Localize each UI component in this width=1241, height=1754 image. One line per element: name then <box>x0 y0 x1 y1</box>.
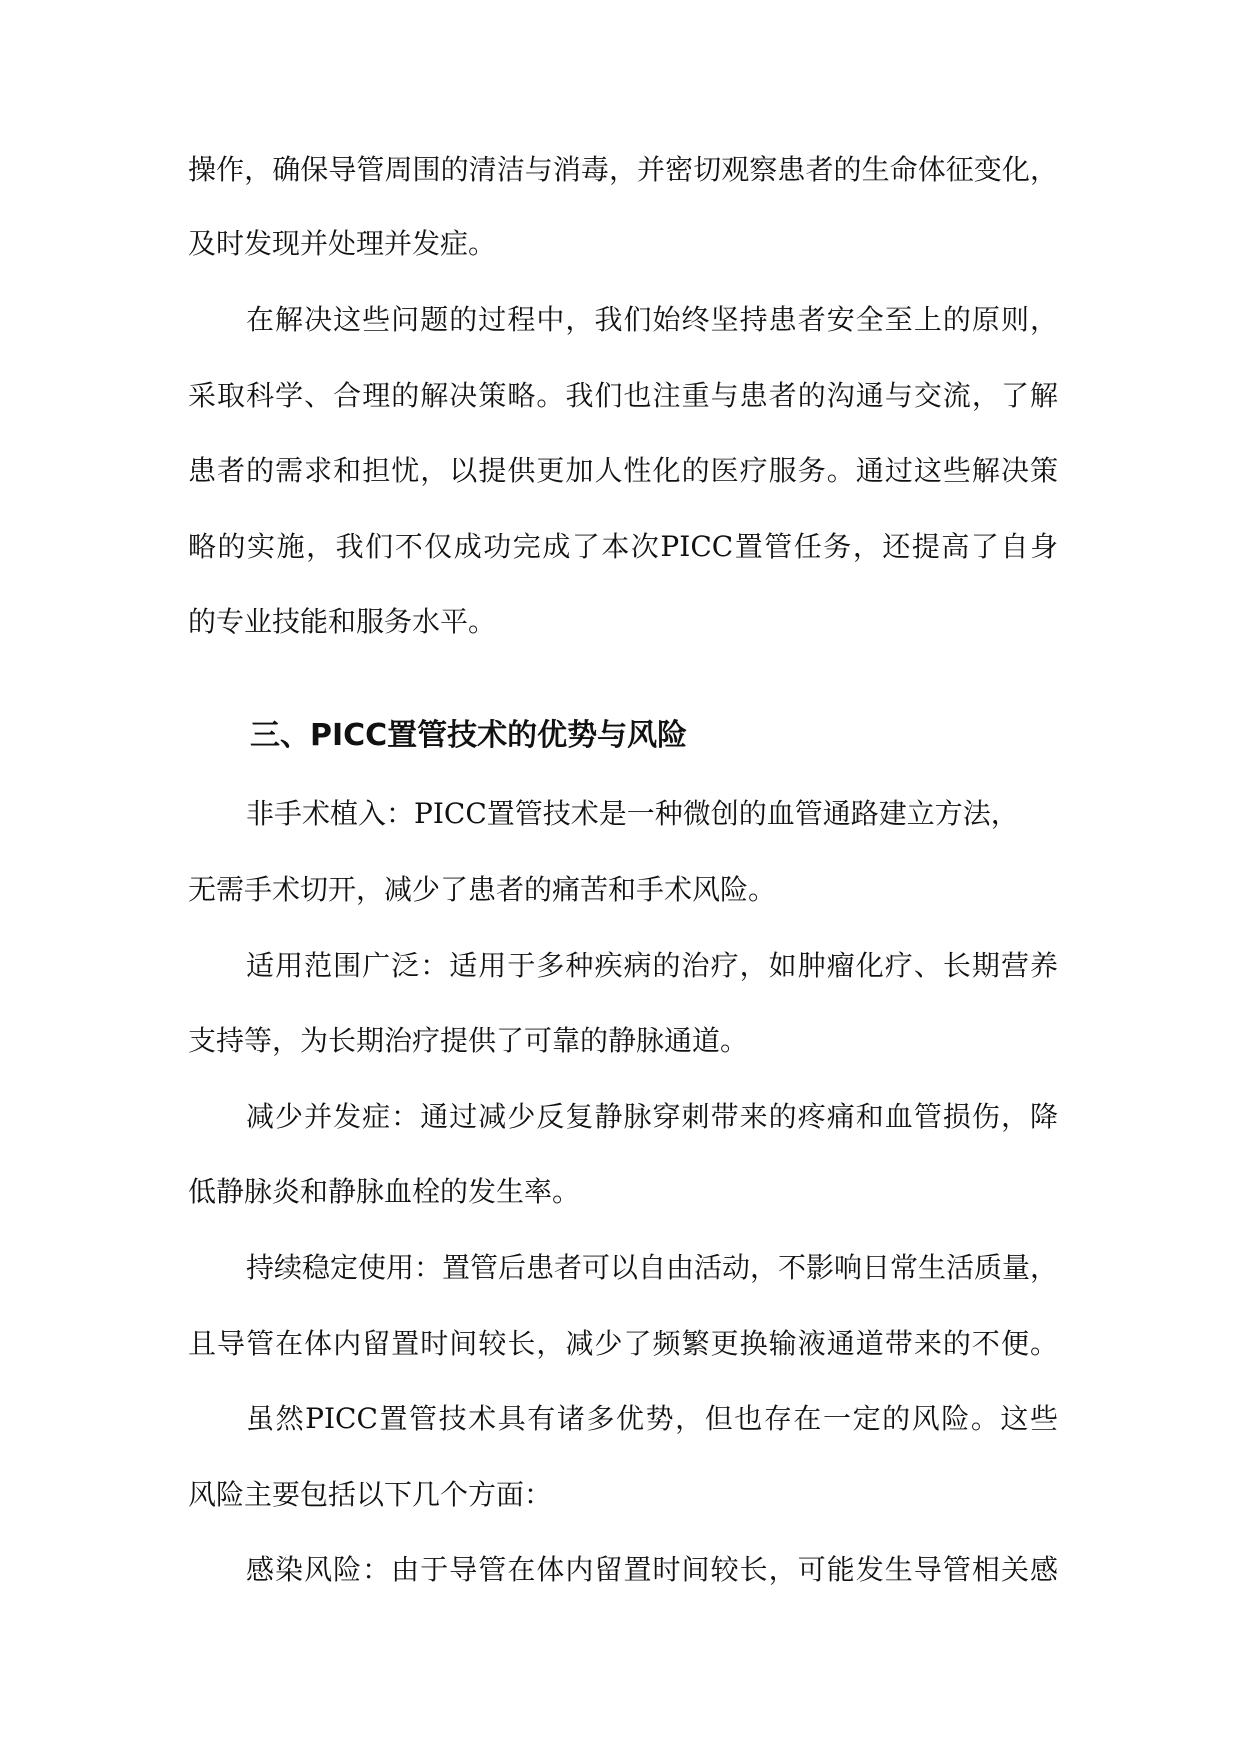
paragraph-line: 及时发现并处理并发症。 <box>188 227 497 260</box>
paragraph-line: 低静脉炎和静脉血栓的发生率。 <box>188 1175 581 1208</box>
paragraph-line: 无需手术切开，减少了患者的痛苦和手术风险。 <box>188 873 777 906</box>
paragraph-line: 在解决这些问题的过程中，我们始终坚持患者安全至上的原则， <box>246 303 1058 336</box>
paragraph-line: 适用范围广泛：适用于多种疾病的治疗，如肿瘤化疗、长期营养 <box>246 949 1058 982</box>
paragraph-line: 略的实施，我们不仅成功完成了本次PICC置管任务，还提高了自身 <box>188 530 1058 563</box>
paragraph-line: 患者的需求和担忧，以提供更加人性化的医疗服务。通过这些解决策 <box>188 454 1058 487</box>
section-heading: 三、PICC置管技术的优势与风险 <box>250 718 688 753</box>
paragraph-line: 持续稳定使用：置管后患者可以自由活动，不影响日常生活质量， <box>246 1251 1059 1284</box>
paragraph-line: 虽然PICC置管技术具有诸多优势，但也存在一定的风险。这些 <box>246 1402 1058 1435</box>
paragraph-line: 非手术植入：PICC置管技术是一种微创的血管通路建立方法， <box>246 797 1019 830</box>
paragraph-line: 且导管在体内留置时间较长，减少了频繁更换输液通道带来的不便。 <box>188 1327 1058 1360</box>
paragraph-line: 支持等，为长期治疗提供了可靠的静脉通道。 <box>188 1024 749 1057</box>
paragraph-line: 采取科学、合理的解决策略。我们也注重与患者的沟通与交流，了解 <box>188 379 1058 412</box>
paragraph-line: 减少并发症：通过减少反复静脉穿刺带来的疼痛和血管损伤，降 <box>246 1100 1058 1133</box>
paragraph-line: 操作，确保导管周围的清洁与消毒，并密切观察患者的生命体征变化， <box>188 153 1058 186</box>
paragraph-line: 感染风险：由于导管在体内留置时间较长，可能发生导管相关感 <box>246 1553 1058 1586</box>
paragraph-line: 风险主要包括以下几个方面： <box>188 1478 553 1511</box>
paragraph-line: 的专业技能和服务水平。 <box>188 605 497 638</box>
